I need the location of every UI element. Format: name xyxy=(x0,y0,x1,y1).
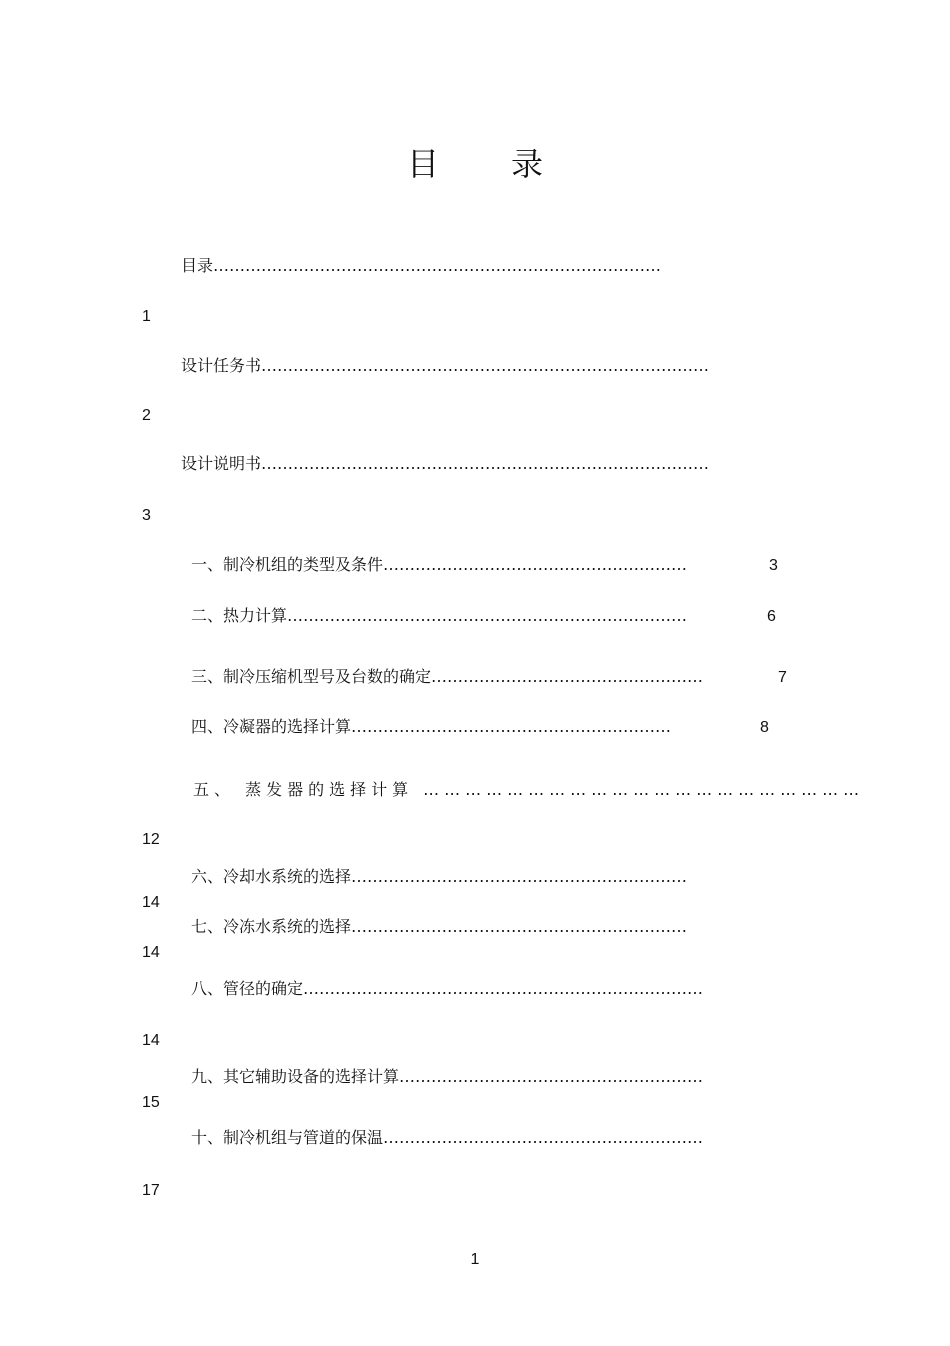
page-title-char-2: 录 xyxy=(511,145,544,183)
toc-entry-page: 14 xyxy=(142,894,160,911)
toc-entry-page: 1 xyxy=(142,308,151,325)
toc-entry-text: 六、冷却水系统的选择……………………………………………………… xyxy=(191,867,688,886)
page-number-footer: 1 xyxy=(470,1251,480,1268)
toc-entry-page: 6 xyxy=(767,608,776,625)
toc-entry-page: 14 xyxy=(142,944,160,961)
toc-entry-text: 设计说明书………………………………………………………………………… xyxy=(181,454,710,473)
toc-entry-text: 三、制冷压缩机型号及台数的确定…………………………………………… xyxy=(191,667,704,686)
toc-entry-text: 九、其它辅助设备的选择计算………………………………………………… xyxy=(191,1067,704,1086)
toc-entry-page: 2 xyxy=(142,407,151,424)
toc-entry-page: 7 xyxy=(778,669,787,686)
toc-entry-page: 15 xyxy=(142,1094,160,1111)
toc-entry-text: 一、制冷机组的类型及条件………………………………………………… xyxy=(191,555,688,574)
page-title-char-1: 目 xyxy=(407,145,440,183)
toc-entry-text: 二、热力计算………………………………………………………………… xyxy=(191,606,688,625)
toc-entry-text: 五、 蒸发器的选择计算 ……………………………………………………… xyxy=(193,780,865,799)
toc-entry-text: 八、管径的确定………………………………………………………………… xyxy=(191,979,704,998)
toc-entry-page: 3 xyxy=(769,557,778,574)
toc-entry-page: 3 xyxy=(142,507,151,524)
toc-entry-text: 十、制冷机组与管道的保温…………………………………………………… xyxy=(191,1128,704,1147)
toc-entry-text: 目录………………………………………………………………………… xyxy=(181,256,662,275)
toc-entry-page: 8 xyxy=(760,719,769,736)
toc-entry-text: 设计任务书………………………………………………………………………… xyxy=(181,356,710,375)
toc-entry-text: 七、冷冻水系统的选择……………………………………………………… xyxy=(191,917,688,936)
toc-entry-text: 四、冷凝器的选择计算…………………………………………………… xyxy=(191,717,672,736)
toc-entry-page: 17 xyxy=(142,1182,160,1199)
toc-entry-page: 14 xyxy=(142,1032,160,1049)
toc-entry-page: 12 xyxy=(142,831,160,848)
